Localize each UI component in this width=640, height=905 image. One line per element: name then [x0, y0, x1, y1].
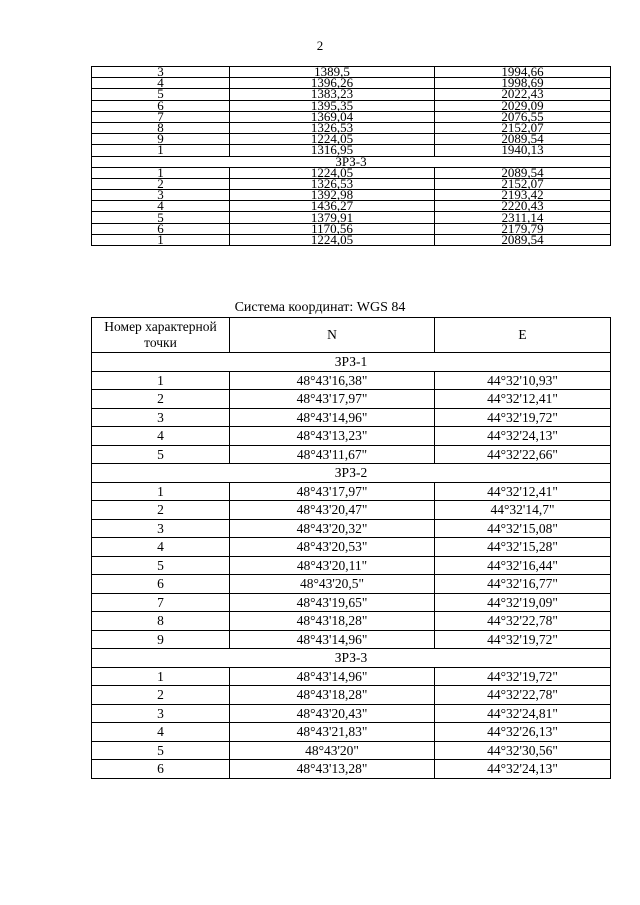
coord-n-cell: 48°43'14,96" [230, 408, 435, 427]
table-row [92, 390, 611, 409]
coord-n-cell: 1224,05 [230, 167, 435, 178]
table-row [92, 234, 611, 245]
section-label: ЗРЗ-2 [92, 464, 611, 483]
point-number-cell: 6 [92, 575, 230, 594]
table-row [92, 630, 611, 649]
coord-e-cell: 2311,14 [435, 212, 611, 223]
table-row [92, 593, 611, 612]
table-row [92, 445, 611, 464]
header-n: N [230, 318, 435, 353]
point-number-cell: 5 [92, 89, 230, 100]
coord-n-cell: 48°43'20" [230, 741, 435, 760]
coord-e-cell: 44°32'12,41" [435, 390, 611, 409]
coord-n-cell: 48°43'17,97" [230, 390, 435, 409]
coord-n-cell: 48°43'14,96" [230, 630, 435, 649]
table-row [92, 371, 611, 390]
coord-e-cell: 44°32'22,66" [435, 445, 611, 464]
coord-n-cell: 48°43'13,28" [230, 760, 435, 779]
coord-n-cell: 48°43'20,5" [230, 575, 435, 594]
point-number-cell: 5 [92, 741, 230, 760]
coord-n-cell: 1392,98 [230, 190, 435, 201]
coord-e-cell: 2193,42 [435, 190, 611, 201]
coord-n-cell: 1316,95 [230, 145, 435, 156]
section-row [92, 649, 611, 668]
coord-e-cell: 2022,43 [435, 89, 611, 100]
point-number-cell: 4 [92, 201, 230, 212]
point-number-cell: 7 [92, 111, 230, 122]
point-number-cell: 1 [92, 482, 230, 501]
table-row [92, 501, 611, 520]
coord-e-cell: 44°32'22,78" [435, 686, 611, 705]
coord-n-cell: 1369,04 [230, 111, 435, 122]
point-number-cell: 4 [92, 78, 230, 89]
table-row [92, 704, 611, 723]
coord-n-cell: 48°43'21,83" [230, 723, 435, 742]
table-row [92, 482, 611, 501]
point-number-cell: 2 [92, 390, 230, 409]
coord-e-cell: 2089,54 [435, 134, 611, 145]
coord-e-cell: 1940,13 [435, 145, 611, 156]
coord-e-cell: 44°32'12,41" [435, 482, 611, 501]
coord-e-cell: 2179,79 [435, 223, 611, 234]
coord-n-cell: 1389,5 [230, 67, 435, 78]
coordinates-table-local [91, 66, 611, 246]
coord-n-cell: 1326,53 [230, 178, 435, 189]
coord-e-cell: 44°32'15,28" [435, 538, 611, 557]
point-number-cell: 2 [92, 178, 230, 189]
header-point-number: Номер характерной точки [92, 318, 230, 353]
coord-n-cell: 1379,91 [230, 212, 435, 223]
section-label: ЗРЗ-3 [92, 156, 611, 167]
table-row [92, 556, 611, 575]
point-number-cell: 3 [92, 408, 230, 427]
coord-e-cell: 44°32'19,72" [435, 667, 611, 686]
point-number-cell: 4 [92, 427, 230, 446]
coord-e-cell: 44°32'19,09" [435, 593, 611, 612]
coord-n-cell: 48°43'18,28" [230, 686, 435, 705]
coord-e-cell: 44°32'16,44" [435, 556, 611, 575]
coord-n-cell: 1326,53 [230, 122, 435, 133]
coord-e-cell: 2089,54 [435, 234, 611, 245]
coordinate-system-caption: Система координат: WGS 84 [234, 300, 406, 315]
coord-n-cell: 48°43'17,97" [230, 482, 435, 501]
section-label: ЗРЗ-3 [92, 649, 611, 668]
point-number-cell: 3 [92, 704, 230, 723]
point-number-cell: 2 [92, 686, 230, 705]
coord-n-cell: 1395,35 [230, 100, 435, 111]
coord-n-cell: 48°43'20,32" [230, 519, 435, 538]
table-header-row [92, 318, 611, 353]
point-number-cell: 5 [92, 556, 230, 575]
point-number-cell: 4 [92, 723, 230, 742]
coord-e-cell: 44°32'10,93" [435, 371, 611, 390]
point-number-cell: 1 [92, 145, 230, 156]
coord-n-cell: 48°43'14,96" [230, 667, 435, 686]
point-number-cell: 5 [92, 212, 230, 223]
table-row [92, 723, 611, 742]
table-row [92, 408, 611, 427]
table-row [92, 741, 611, 760]
table-row [92, 538, 611, 557]
coord-n-cell: 48°43'11,67" [230, 445, 435, 464]
header-e: E [435, 318, 611, 353]
section-row [92, 353, 611, 372]
coord-e-cell: 44°32'19,72" [435, 630, 611, 649]
table-row [92, 575, 611, 594]
coord-e-cell: 1994,66 [435, 67, 611, 78]
point-number-cell: 3 [92, 519, 230, 538]
coord-n-cell: 48°43'18,28" [230, 612, 435, 631]
table-row [92, 612, 611, 631]
table-row [92, 760, 611, 779]
coord-e-cell: 44°32'19,72" [435, 408, 611, 427]
point-number-cell: 8 [92, 122, 230, 133]
coord-n-cell: 1224,05 [230, 234, 435, 245]
coord-e-cell: 44°32'24,81" [435, 704, 611, 723]
coord-n-cell: 1436,27 [230, 201, 435, 212]
point-number-cell: 3 [92, 67, 230, 78]
coord-e-cell: 2152,07 [435, 178, 611, 189]
coord-e-cell: 44°32'22,78" [435, 612, 611, 631]
coord-e-cell: 44°32'16,77" [435, 575, 611, 594]
coord-e-cell: 2076,55 [435, 111, 611, 122]
point-number-cell: 3 [92, 190, 230, 201]
point-number-cell: 7 [92, 593, 230, 612]
point-number-cell: 9 [92, 134, 230, 145]
table-row [92, 427, 611, 446]
coord-n-cell: 48°43'19,65" [230, 593, 435, 612]
point-number-cell: 2 [92, 501, 230, 520]
point-number-cell: 9 [92, 630, 230, 649]
page-number: 2 [316, 38, 324, 53]
coord-e-cell: 2089,54 [435, 167, 611, 178]
point-number-cell: 1 [92, 167, 230, 178]
table-row [92, 686, 611, 705]
section-label: ЗРЗ-1 [92, 353, 611, 372]
coord-e-cell: 44°32'24,13" [435, 427, 611, 446]
point-number-cell: 1 [92, 667, 230, 686]
section-row [92, 464, 611, 483]
point-number-cell: 5 [92, 445, 230, 464]
coord-e-cell: 44°32'26,13" [435, 723, 611, 742]
table-row [92, 667, 611, 686]
coord-e-cell: 2029,09 [435, 100, 611, 111]
point-number-cell: 4 [92, 538, 230, 557]
coord-n-cell: 1396,26 [230, 78, 435, 89]
coord-e-cell: 44°32'14,7" [435, 501, 611, 520]
table-row [92, 519, 611, 538]
coord-e-cell: 44°32'15,08" [435, 519, 611, 538]
coord-e-cell: 1998,69 [435, 78, 611, 89]
coord-n-cell: 1170,56 [230, 223, 435, 234]
coord-n-cell: 48°43'20,11" [230, 556, 435, 575]
point-number-cell: 8 [92, 612, 230, 631]
coord-e-cell: 2152,07 [435, 122, 611, 133]
coord-e-cell: 2220,43 [435, 201, 611, 212]
coord-n-cell: 1224,05 [230, 134, 435, 145]
coord-n-cell: 48°43'16,38" [230, 371, 435, 390]
coordinates-table-wgs84 [91, 317, 611, 779]
point-number-cell: 1 [92, 371, 230, 390]
coord-n-cell: 48°43'20,53" [230, 538, 435, 557]
coord-e-cell: 44°32'30,56" [435, 741, 611, 760]
point-number-cell: 6 [92, 223, 230, 234]
coord-n-cell: 48°43'20,47" [230, 501, 435, 520]
point-number-cell: 6 [92, 760, 230, 779]
coord-n-cell: 48°43'20,43" [230, 704, 435, 723]
point-number-cell: 6 [92, 100, 230, 111]
coord-n-cell: 1383,23 [230, 89, 435, 100]
point-number-cell: 1 [92, 234, 230, 245]
coord-n-cell: 48°43'13,23" [230, 427, 435, 446]
coord-e-cell: 44°32'24,13" [435, 760, 611, 779]
